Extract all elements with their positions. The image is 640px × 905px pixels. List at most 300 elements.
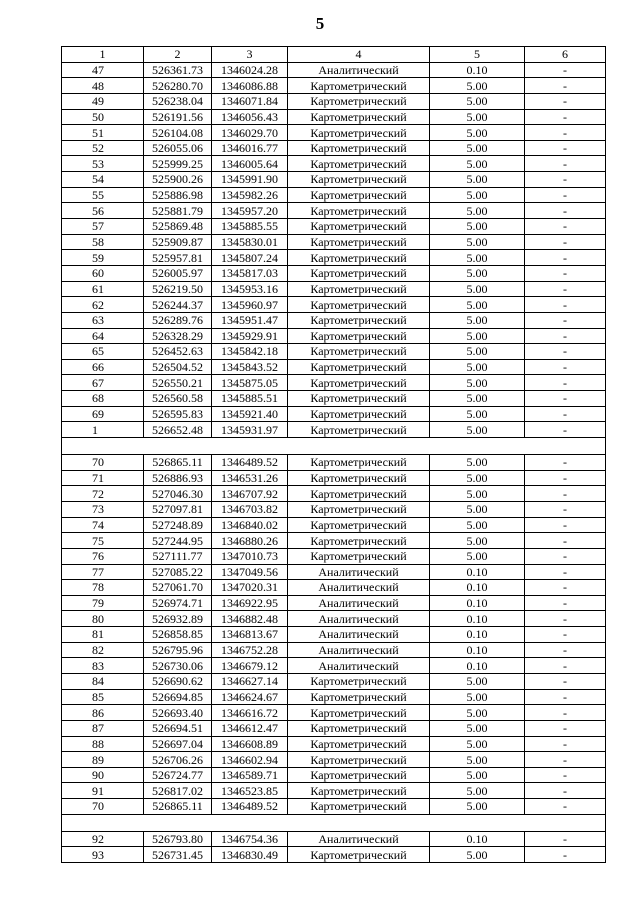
- cell-y: 1347049.56: [212, 564, 288, 580]
- cell-point: 55: [62, 187, 144, 203]
- cell-y: 1346029.70: [212, 125, 288, 141]
- cell-y: 1345843.52: [212, 359, 288, 375]
- cell-description: -: [525, 406, 606, 422]
- cell-x: 527046.30: [144, 486, 212, 502]
- cell-accuracy: 5.00: [430, 486, 525, 502]
- cell-x: 526690.62: [144, 673, 212, 689]
- cell-x: 527097.81: [144, 501, 212, 517]
- cell-description: -: [525, 767, 606, 783]
- cell-description: -: [525, 564, 606, 580]
- cell-point: 64: [62, 328, 144, 344]
- cell-y: 1345953.16: [212, 281, 288, 297]
- header-cell-accuracy: 5: [430, 47, 525, 63]
- cell-description: -: [525, 455, 606, 471]
- cell-point: 67: [62, 375, 144, 391]
- cell-method: Картометрический: [288, 234, 430, 250]
- cell-accuracy: 5.00: [430, 501, 525, 517]
- cell-x: 526560.58: [144, 391, 212, 407]
- cell-accuracy: 0.10: [430, 564, 525, 580]
- cell-x: 526731.45: [144, 847, 212, 863]
- table-row: [62, 501, 606, 517]
- cell-point: 63: [62, 312, 144, 328]
- cell-point: 57: [62, 219, 144, 235]
- cell-description: -: [525, 689, 606, 705]
- cell-x: 526504.52: [144, 359, 212, 375]
- cell-point: 93: [62, 847, 144, 863]
- cell-y: 1346707.92: [212, 486, 288, 502]
- cell-x: 527248.89: [144, 517, 212, 533]
- cell-y: 1345817.03: [212, 265, 288, 281]
- table-row: [62, 611, 606, 627]
- cell-y: 1346627.14: [212, 673, 288, 689]
- cell-point: 50: [62, 109, 144, 125]
- cell-description: -: [525, 140, 606, 156]
- cell-point: 88: [62, 736, 144, 752]
- cell-description: -: [525, 595, 606, 611]
- cell-point: 51: [62, 125, 144, 141]
- cell-x: 526730.06: [144, 658, 212, 674]
- cell-y: 1346071.84: [212, 93, 288, 109]
- cell-method: Картометрический: [288, 265, 430, 281]
- cell-accuracy: 5.00: [430, 93, 525, 109]
- cell-x: 526858.85: [144, 627, 212, 643]
- table-row: [62, 673, 606, 689]
- cell-accuracy: 5.00: [430, 250, 525, 266]
- cell-y: 1346752.28: [212, 642, 288, 658]
- cell-y: 1346616.72: [212, 705, 288, 721]
- cell-x: 526550.21: [144, 375, 212, 391]
- table-row: [62, 62, 606, 78]
- table-row: [62, 689, 606, 705]
- cell-description: -: [525, 219, 606, 235]
- cell-accuracy: 5.00: [430, 455, 525, 471]
- cell-point: 54: [62, 172, 144, 188]
- cell-point: 90: [62, 767, 144, 783]
- cell-accuracy: 0.10: [430, 642, 525, 658]
- cell-x: 525957.81: [144, 250, 212, 266]
- cell-description: -: [525, 673, 606, 689]
- cell-x: 526452.63: [144, 344, 212, 360]
- cell-method: Аналитический: [288, 831, 430, 847]
- table-header: [62, 47, 606, 63]
- cell-x: 526289.76: [144, 312, 212, 328]
- cell-description: -: [525, 125, 606, 141]
- cell-method: Аналитический: [288, 627, 430, 643]
- cell-description: -: [525, 642, 606, 658]
- cell-accuracy: 5.00: [430, 312, 525, 328]
- table-row: [62, 720, 606, 736]
- cell-point: 66: [62, 359, 144, 375]
- header-cell-y: 3: [212, 47, 288, 63]
- cell-description: -: [525, 375, 606, 391]
- cell-x: 525900.26: [144, 172, 212, 188]
- cell-method: Картометрический: [288, 359, 430, 375]
- cell-point: 47: [62, 62, 144, 78]
- cell-description: -: [525, 580, 606, 596]
- cell-y: 1346813.67: [212, 627, 288, 643]
- cell-accuracy: 0.10: [430, 595, 525, 611]
- cell-method: Картометрический: [288, 406, 430, 422]
- cell-method: Картометрический: [288, 767, 430, 783]
- cell-accuracy: 0.10: [430, 62, 525, 78]
- table-row: [62, 752, 606, 768]
- cell-description: -: [525, 344, 606, 360]
- table-row: [62, 658, 606, 674]
- cell-description: -: [525, 62, 606, 78]
- cell-x: 526932.89: [144, 611, 212, 627]
- cell-description: -: [525, 203, 606, 219]
- cell-y: 1346922.95: [212, 595, 288, 611]
- cell-point: 65: [62, 344, 144, 360]
- cell-x: 526724.77: [144, 767, 212, 783]
- cell-accuracy: 5.00: [430, 736, 525, 752]
- cell-accuracy: 5.00: [430, 203, 525, 219]
- cell-accuracy: 5.00: [430, 328, 525, 344]
- table-row: [62, 517, 606, 533]
- cell-point: 49: [62, 93, 144, 109]
- table-row: [62, 406, 606, 422]
- table-row: [62, 359, 606, 375]
- cell-point: 87: [62, 720, 144, 736]
- cell-description: -: [525, 265, 606, 281]
- cell-point: 68: [62, 391, 144, 407]
- cell-point: 83: [62, 658, 144, 674]
- cell-accuracy: 0.10: [430, 580, 525, 596]
- cell-accuracy: 5.00: [430, 172, 525, 188]
- cell-accuracy: 5.00: [430, 720, 525, 736]
- cell-x: 527061.70: [144, 580, 212, 596]
- table-row: [62, 265, 606, 281]
- cell-y: 1346531.26: [212, 470, 288, 486]
- table-row: [62, 344, 606, 360]
- table-row: [62, 78, 606, 94]
- cell-method: Картометрический: [288, 140, 430, 156]
- cell-description: -: [525, 281, 606, 297]
- cell-x: 526055.06: [144, 140, 212, 156]
- cell-method: Аналитический: [288, 564, 430, 580]
- cell-x: 526595.83: [144, 406, 212, 422]
- cell-description: -: [525, 250, 606, 266]
- cell-accuracy: 5.00: [430, 391, 525, 407]
- cell-y: 1345885.51: [212, 391, 288, 407]
- separator-cell: [62, 438, 606, 455]
- cell-y: 1345842.18: [212, 344, 288, 360]
- cell-point: 72: [62, 486, 144, 502]
- cell-point: 1: [62, 422, 144, 438]
- cell-accuracy: 5.00: [430, 219, 525, 235]
- cell-method: Картометрический: [288, 187, 430, 203]
- cell-method: Картометрический: [288, 344, 430, 360]
- table-row: [62, 564, 606, 580]
- cell-description: -: [525, 705, 606, 721]
- table-row: [62, 375, 606, 391]
- cell-x: 525869.48: [144, 219, 212, 235]
- cell-point: 85: [62, 689, 144, 705]
- cell-y: 1346830.49: [212, 847, 288, 863]
- table-row-separator: [62, 438, 606, 455]
- cell-method: Аналитический: [288, 62, 430, 78]
- cell-method: Картометрический: [288, 705, 430, 721]
- header-row: [62, 47, 606, 63]
- cell-accuracy: 5.00: [430, 783, 525, 799]
- cell-x: 526694.85: [144, 689, 212, 705]
- cell-y: 1345982.26: [212, 187, 288, 203]
- cell-x: 527085.22: [144, 564, 212, 580]
- cell-accuracy: 0.10: [430, 831, 525, 847]
- cell-y: 1346589.71: [212, 767, 288, 783]
- cell-point: 48: [62, 78, 144, 94]
- cell-point: 79: [62, 595, 144, 611]
- cell-method: Картометрический: [288, 109, 430, 125]
- cell-x: 526005.97: [144, 265, 212, 281]
- cell-method: Картометрический: [288, 281, 430, 297]
- cell-method: Картометрический: [288, 297, 430, 313]
- cell-accuracy: 5.00: [430, 548, 525, 564]
- table-row: [62, 627, 606, 643]
- cell-accuracy: 5.00: [430, 767, 525, 783]
- table-row: [62, 470, 606, 486]
- cell-method: Картометрический: [288, 548, 430, 564]
- cell-method: Аналитический: [288, 595, 430, 611]
- cell-y: 1345960.97: [212, 297, 288, 313]
- table-row: [62, 187, 606, 203]
- cell-accuracy: 5.00: [430, 847, 525, 863]
- cell-y: 1346523.85: [212, 783, 288, 799]
- cell-point: 69: [62, 406, 144, 422]
- table-row: [62, 486, 606, 502]
- header-cell-description: 6: [525, 47, 606, 63]
- cell-point: 58: [62, 234, 144, 250]
- cell-description: -: [525, 486, 606, 502]
- table-row: [62, 312, 606, 328]
- cell-description: -: [525, 533, 606, 549]
- cell-description: -: [525, 627, 606, 643]
- cell-x: 526886.93: [144, 470, 212, 486]
- cell-y: 1347020.31: [212, 580, 288, 596]
- cell-method: Картометрический: [288, 455, 430, 471]
- cell-y: 1345929.91: [212, 328, 288, 344]
- cell-point: 73: [62, 501, 144, 517]
- header-cell-method: 4: [288, 47, 430, 63]
- cell-point: 60: [62, 265, 144, 281]
- cell-method: Картометрический: [288, 501, 430, 517]
- cell-y: 1346602.94: [212, 752, 288, 768]
- cell-y: 1346489.52: [212, 799, 288, 815]
- cell-y: 1347010.73: [212, 548, 288, 564]
- cell-description: -: [525, 548, 606, 564]
- cell-method: Картометрический: [288, 125, 430, 141]
- cell-point: 71: [62, 470, 144, 486]
- cell-method: Картометрический: [288, 720, 430, 736]
- cell-method: Картометрический: [288, 156, 430, 172]
- cell-x: 526793.80: [144, 831, 212, 847]
- cell-description: -: [525, 783, 606, 799]
- cell-accuracy: 0.10: [430, 627, 525, 643]
- cell-point: 89: [62, 752, 144, 768]
- cell-x: 526238.04: [144, 93, 212, 109]
- cell-x: 526328.29: [144, 328, 212, 344]
- cell-description: -: [525, 847, 606, 863]
- cell-y: 1345921.40: [212, 406, 288, 422]
- cell-x: 526280.70: [144, 78, 212, 94]
- cell-x: 526191.56: [144, 109, 212, 125]
- table-row: [62, 548, 606, 564]
- table-row: [62, 219, 606, 235]
- cell-description: -: [525, 187, 606, 203]
- cell-description: -: [525, 470, 606, 486]
- cell-description: -: [525, 391, 606, 407]
- cell-accuracy: 5.00: [430, 689, 525, 705]
- cell-x: 525881.79: [144, 203, 212, 219]
- cell-point: 81: [62, 627, 144, 643]
- cell-method: Картометрический: [288, 517, 430, 533]
- table-row: [62, 297, 606, 313]
- cell-accuracy: 5.00: [430, 234, 525, 250]
- cell-y: 1346086.88: [212, 78, 288, 94]
- cell-description: -: [525, 831, 606, 847]
- cell-method: Картометрический: [288, 533, 430, 549]
- table-row: [62, 281, 606, 297]
- cell-x: 526652.48: [144, 422, 212, 438]
- cell-point: 70: [62, 455, 144, 471]
- cell-x: 526104.08: [144, 125, 212, 141]
- cell-accuracy: 5.00: [430, 533, 525, 549]
- cell-accuracy: 0.10: [430, 611, 525, 627]
- table-row: [62, 642, 606, 658]
- cell-method: Картометрический: [288, 203, 430, 219]
- table-row: [62, 93, 606, 109]
- table-row: [62, 140, 606, 156]
- cell-method: Картометрический: [288, 250, 430, 266]
- page-number: 5: [315, 14, 325, 33]
- separator-cell: [62, 814, 606, 831]
- table-row: [62, 422, 606, 438]
- cell-y: 1346056.43: [212, 109, 288, 125]
- cell-x: 526244.37: [144, 297, 212, 313]
- table-row: [62, 125, 606, 141]
- cell-method: Картометрический: [288, 799, 430, 815]
- cell-description: -: [525, 312, 606, 328]
- table-row: [62, 767, 606, 783]
- cell-description: -: [525, 109, 606, 125]
- header-cell-point: 1: [62, 47, 144, 63]
- cell-y: 1345991.90: [212, 172, 288, 188]
- cell-method: Картометрический: [288, 673, 430, 689]
- cell-accuracy: 5.00: [430, 140, 525, 156]
- cell-x: 526694.51: [144, 720, 212, 736]
- cell-description: -: [525, 234, 606, 250]
- cell-description: -: [525, 799, 606, 815]
- cell-description: -: [525, 517, 606, 533]
- cell-y: 1346703.82: [212, 501, 288, 517]
- cell-x: 526795.96: [144, 642, 212, 658]
- cell-point: 77: [62, 564, 144, 580]
- cell-accuracy: 5.00: [430, 752, 525, 768]
- cell-description: -: [525, 328, 606, 344]
- cell-y: 1346489.52: [212, 455, 288, 471]
- cell-point: 74: [62, 517, 144, 533]
- cell-method: Картометрический: [288, 847, 430, 863]
- cell-accuracy: 5.00: [430, 265, 525, 281]
- table-row: [62, 799, 606, 815]
- cell-description: -: [525, 172, 606, 188]
- cell-x: 527111.77: [144, 548, 212, 564]
- cell-accuracy: 0.10: [430, 658, 525, 674]
- cell-accuracy: 5.00: [430, 470, 525, 486]
- table-row: [62, 109, 606, 125]
- cell-point: 80: [62, 611, 144, 627]
- cell-description: -: [525, 736, 606, 752]
- table-row: [62, 328, 606, 344]
- cell-y: 1346754.36: [212, 831, 288, 847]
- cell-method: Аналитический: [288, 658, 430, 674]
- cell-accuracy: 5.00: [430, 359, 525, 375]
- cell-point: 52: [62, 140, 144, 156]
- cell-accuracy: 5.00: [430, 799, 525, 815]
- cell-accuracy: 5.00: [430, 517, 525, 533]
- cell-method: Картометрический: [288, 78, 430, 94]
- cell-accuracy: 5.00: [430, 125, 525, 141]
- cell-method: Картометрический: [288, 736, 430, 752]
- cell-method: Картометрический: [288, 328, 430, 344]
- cell-point: 86: [62, 705, 144, 721]
- cell-point: 92: [62, 831, 144, 847]
- coordinates-table: [61, 46, 606, 863]
- cell-method: Аналитический: [288, 580, 430, 596]
- cell-x: 526865.11: [144, 455, 212, 471]
- cell-description: -: [525, 359, 606, 375]
- cell-description: -: [525, 752, 606, 768]
- cell-point: 78: [62, 580, 144, 596]
- cell-x: 526865.11: [144, 799, 212, 815]
- cell-accuracy: 5.00: [430, 156, 525, 172]
- cell-method: Картометрический: [288, 93, 430, 109]
- cell-x: 526693.40: [144, 705, 212, 721]
- cell-point: 59: [62, 250, 144, 266]
- cell-description: -: [525, 422, 606, 438]
- cell-y: 1346016.77: [212, 140, 288, 156]
- cell-method: Картометрический: [288, 219, 430, 235]
- table-row: [62, 783, 606, 799]
- table-row: [62, 203, 606, 219]
- cell-description: -: [525, 78, 606, 94]
- cell-description: -: [525, 720, 606, 736]
- table-row: [62, 391, 606, 407]
- cell-y: 1346024.28: [212, 62, 288, 78]
- cell-method: Картометрический: [288, 391, 430, 407]
- table-row: [62, 847, 606, 863]
- cell-point: 84: [62, 673, 144, 689]
- table-row: [62, 250, 606, 266]
- cell-method: Картометрический: [288, 172, 430, 188]
- cell-method: Картометрический: [288, 783, 430, 799]
- cell-method: Картометрический: [288, 486, 430, 502]
- cell-y: 1346882.48: [212, 611, 288, 627]
- cell-description: -: [525, 297, 606, 313]
- cell-method: Картометрический: [288, 312, 430, 328]
- cell-point: 82: [62, 642, 144, 658]
- cell-accuracy: 5.00: [430, 375, 525, 391]
- cell-point: 91: [62, 783, 144, 799]
- cell-x: 525999.25: [144, 156, 212, 172]
- table-body: [62, 62, 606, 862]
- cell-method: Картометрический: [288, 470, 430, 486]
- cell-description: -: [525, 658, 606, 674]
- cell-y: 1346880.26: [212, 533, 288, 549]
- cell-x: 527244.95: [144, 533, 212, 549]
- cell-x: 526697.04: [144, 736, 212, 752]
- cell-accuracy: 5.00: [430, 187, 525, 203]
